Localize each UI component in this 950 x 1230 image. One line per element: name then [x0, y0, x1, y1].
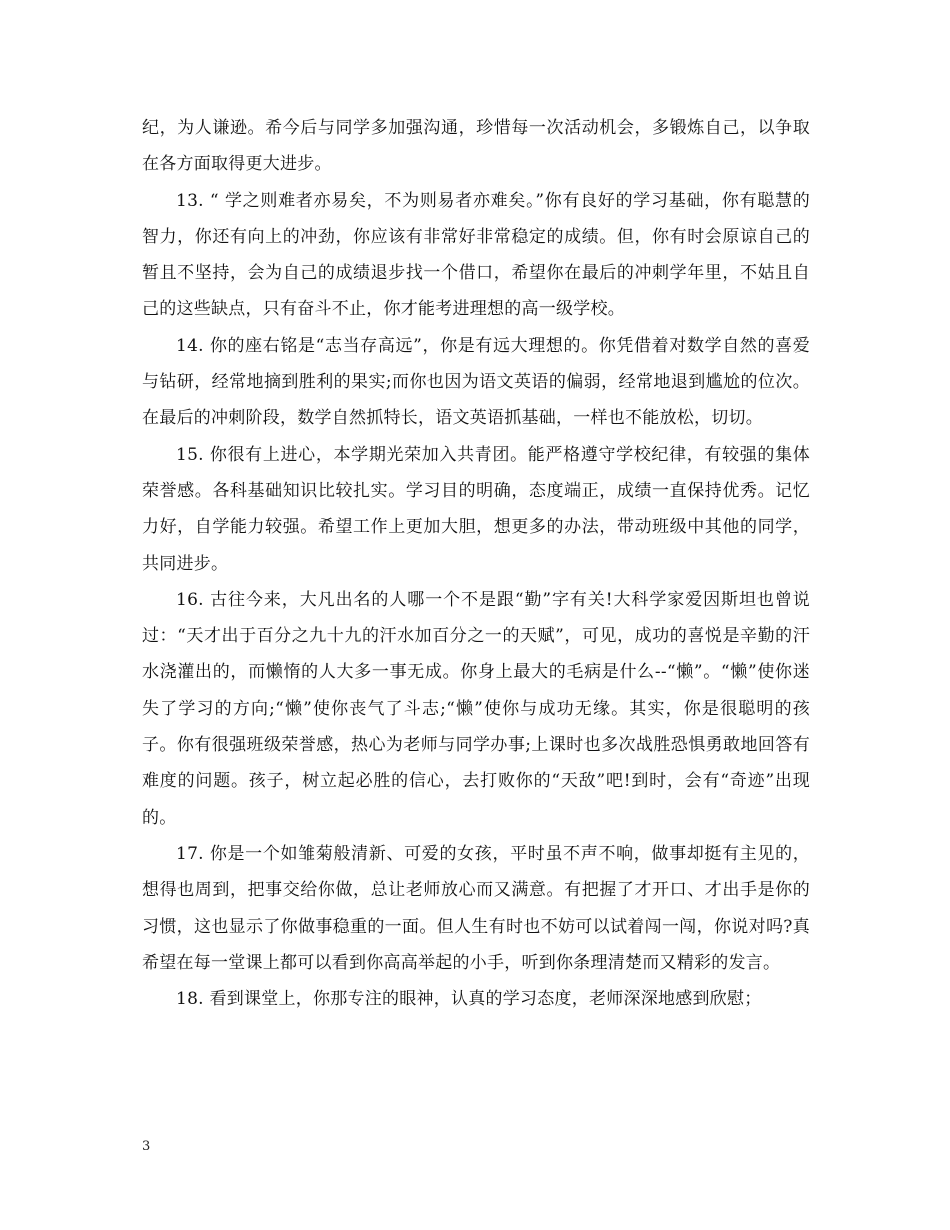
paragraph-comment-17: 17. 你是一个如雏菊般清新、可爱的女孩，平时虽不声不响，做事却挺有主见的，想得也周到，把事交给你做，总让老师放心而又满意。有把握了才开口、才出手是你的习惯，这也显示了你做事稳重的一面。但人生有时也不妨可以试着闯一闯，你说对吗?真希望在每一堂课上都可以看到你高高举起的小手，听到你条理清楚而又精彩的发言。: [142, 843, 810, 973]
paragraph-continuation: 纪，为人谦逊。希今后与同学多加强沟通，珍惜每一次活动机会，多锻炼自己，以争取在各方面取得更大进步。: [142, 118, 810, 175]
paragraph-comment-16: 16. 古往今来，大凡出名的人哪一个不是跟“勤”字有关!大科学家爱因斯坦也曾说过：“天才出于百分之九十九的汗水加百分之一的天赋”，可见，成功的喜悦是辛勤的汗水浇灌出的，而懒惰的人大多一事无成。你身上最大的毛病是什么--“懒”。“懒”使你迷失了学习的方向;“懒”使你丧气了斗志;“懒”使你与成功无缘。其实，你是很聪明的孩子。你有很强班级荣誉感，热心为老师与同学办事;上课时也多次战胜恐惧勇敢地回答有难度的问题。孩子，树立起必胜的信心，去打败你的“天敌”吧!到时，会有“奇迹”出现的。: [142, 589, 810, 828]
paragraph-comment-15: 15. 你很有上进心，本学期光荣加入共青团。能严格遵守学校纪律，有较强的集体荣誉感。各科基础知识比较扎实。学习目的明确，态度端正，成绩一直保持优秀。记忆力好，自学能力较强。希望工作上更加大胆，想更多的办法，带动班级中其他的同学，共同进步。: [142, 444, 810, 574]
document-body: [142, 110, 810, 1017]
paragraph-comment-14: 14. 你的座右铭是“志当存高远”，你是有远大理想的。你凭借着对数学自然的喜爱与钻研，经常地摘到胜利的果实;而你也因为语文英语的偏弱，经常地退到尴尬的位次。在最后的冲刺阶段，数学自然抓特长，语文英语抓基础，一样也不能放松，切切。: [142, 335, 810, 429]
paragraph-comment-13: 13. “ 学之则难者亦易矣，不为则易者亦难矣。”你有良好的学习基础，你有聪慧的智力，你还有向上的冲劲，你应该有非常好非常稳定的成绩。但，你有时会原谅自己的暂且不坚持，会为自己的成绩退步找一个借口，希望你在最后的冲刺学年里，不姑且自己的这些缺点，只有奋斗不止，你才能考进理想的高一级学校。: [142, 190, 810, 320]
paragraph-comment-18: 18. 看到课堂上，你那专注的眼神，认真的学习态度，老师深深地感到欣慰；: [176, 989, 762, 1010]
page-number: 3: [142, 1139, 151, 1154]
